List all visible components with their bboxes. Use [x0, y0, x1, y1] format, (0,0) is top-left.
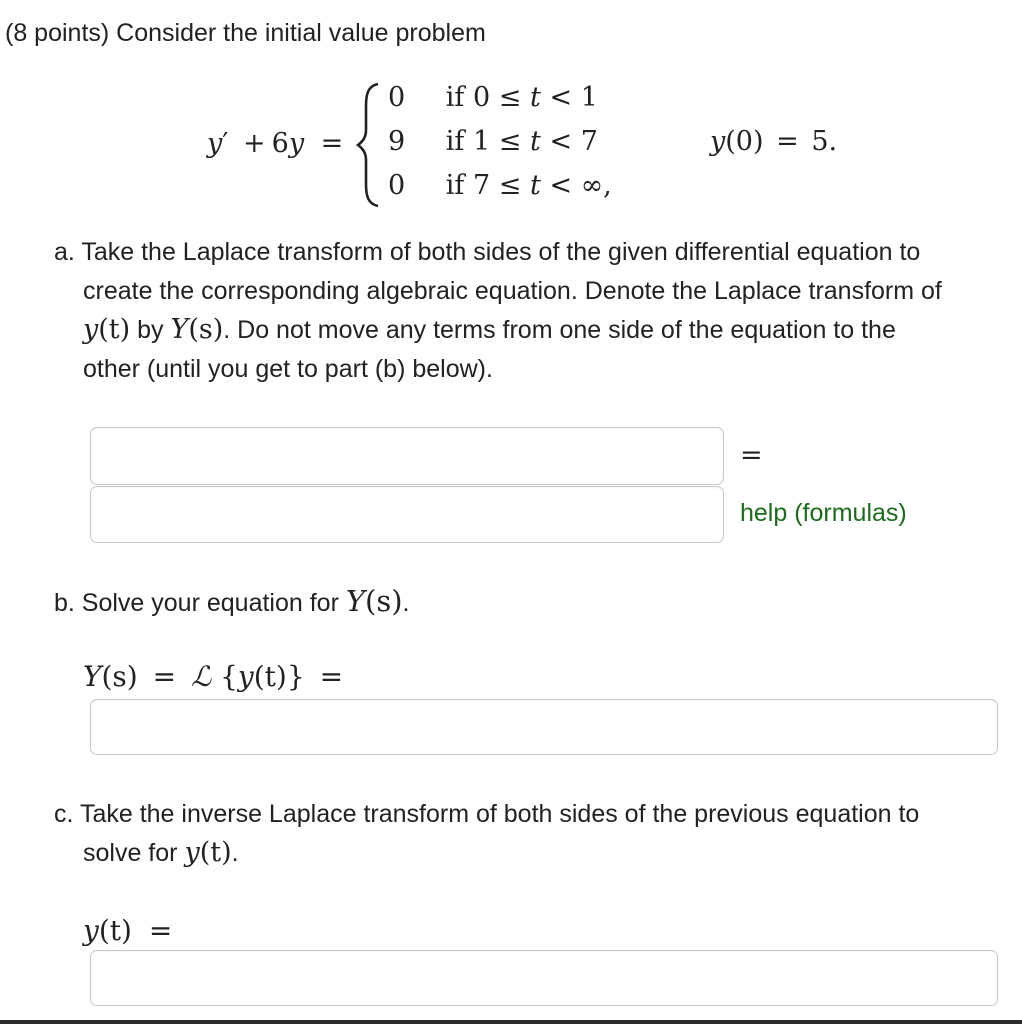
case-2-t: t — [530, 126, 541, 157]
case-2-op1: ≤ — [498, 126, 522, 157]
part-b-Y: Y — [345, 584, 366, 618]
case-3-t: t — [530, 170, 541, 201]
case-1-if: if — [445, 82, 465, 113]
case-1-hi: 1 — [580, 82, 598, 113]
part-a-line-4: other (until you get to part (b) below). — [83, 355, 493, 383]
case-2-op2: < — [549, 126, 573, 157]
case-2-hi: 7 — [580, 126, 598, 157]
ic-arg: (0) — [725, 126, 764, 157]
part-a-equals: = — [740, 440, 763, 471]
part-c-y: y — [184, 837, 200, 868]
part-c-t: (t) — [199, 837, 232, 868]
formula-eq2: = — [319, 660, 344, 693]
case-1-lo: 0 — [473, 82, 491, 113]
formula-eq1: = — [152, 660, 177, 693]
part-b-period: . — [402, 589, 410, 617]
case-1-t: t — [530, 82, 541, 113]
part-a-t: (t) — [98, 314, 131, 345]
case-row-2 — [388, 122, 598, 162]
part-a-y: y — [83, 314, 99, 345]
lhs-prime: ′ — [222, 128, 229, 159]
ic-y: y — [710, 126, 726, 157]
problem-header: (8 points) Consider the initial value problem — [5, 19, 486, 47]
formula-c-eq: = — [148, 914, 173, 947]
lhs-coef: 6 — [271, 128, 289, 159]
Y-of-s-input[interactable] — [90, 699, 998, 755]
y-of-t-input[interactable] — [90, 950, 998, 1006]
part-c-formula — [83, 911, 172, 951]
case-row-1 — [388, 78, 598, 118]
case-3-op1: ≤ — [498, 170, 522, 201]
case-row-3 — [388, 166, 612, 206]
case-2-value: 9 — [388, 126, 406, 157]
laplace-rhs-input[interactable] — [90, 486, 724, 543]
lhs-plus: + — [243, 128, 266, 159]
part-a-line-3 — [83, 311, 896, 349]
case-3-op2: < — [549, 170, 573, 201]
lhs-y2: y — [288, 128, 305, 159]
case-3-if: if — [445, 170, 465, 201]
part-c-text: solve for — [83, 839, 185, 867]
part-b-s: (s) — [365, 584, 403, 618]
case-1-op2: < — [549, 82, 573, 113]
part-b-line — [54, 582, 409, 622]
formula-Y: Y — [83, 660, 102, 693]
part-a-Y: Y — [170, 314, 189, 345]
case-3-lo: 7 — [473, 170, 491, 201]
initial-condition — [710, 122, 837, 162]
lhs-equals: = — [320, 128, 344, 159]
part-a-by: by — [130, 316, 171, 344]
ic-equals: = — [776, 126, 799, 157]
case-3-value: 0 — [388, 170, 406, 201]
formula-y: y — [237, 660, 254, 693]
part-c-line-1: c. Take the inverse Laplace transform of both sides of the previous equation to — [54, 800, 920, 828]
formula-L: ℒ — [190, 660, 212, 693]
help-formulas-link[interactable]: help (formulas) — [740, 499, 907, 527]
formula-t: (t) — [253, 660, 287, 693]
part-a-rest: . Do not move any terms from one side of the equation to the — [223, 316, 896, 344]
part-c-period: . — [231, 839, 239, 867]
ic-value: 5. — [811, 126, 838, 157]
part-b-formula — [83, 657, 343, 697]
case-2-lo: 1 — [473, 126, 491, 157]
left-brace — [356, 80, 382, 210]
lhs-y: y — [207, 128, 223, 159]
formula-s: (s) — [101, 660, 138, 693]
formula-brace-close: } — [286, 660, 305, 693]
case-2-if: if — [445, 126, 465, 157]
part-b-text: b. Solve your equation for — [54, 589, 346, 617]
case-1-op1: ≤ — [498, 82, 522, 113]
formula-brace-open: { — [220, 660, 238, 693]
part-a-line-2: create the corresponding algebraic equation. Denote the Laplace transform of — [83, 277, 942, 305]
laplace-lhs-input[interactable] — [90, 427, 724, 485]
part-a-line-1: a. Take the Laplace transform of both sides of the given differential equation to — [54, 238, 921, 266]
formula-c-y: y — [83, 914, 99, 947]
case-1-value: 0 — [388, 82, 406, 113]
part-c-line-2 — [83, 834, 239, 872]
case-3-hi: ∞, — [580, 170, 612, 201]
part-a-s: (s) — [188, 314, 224, 345]
equation-lhs — [207, 124, 343, 164]
bottom-border — [0, 1020, 1022, 1024]
formula-c-t: (t) — [98, 914, 132, 947]
